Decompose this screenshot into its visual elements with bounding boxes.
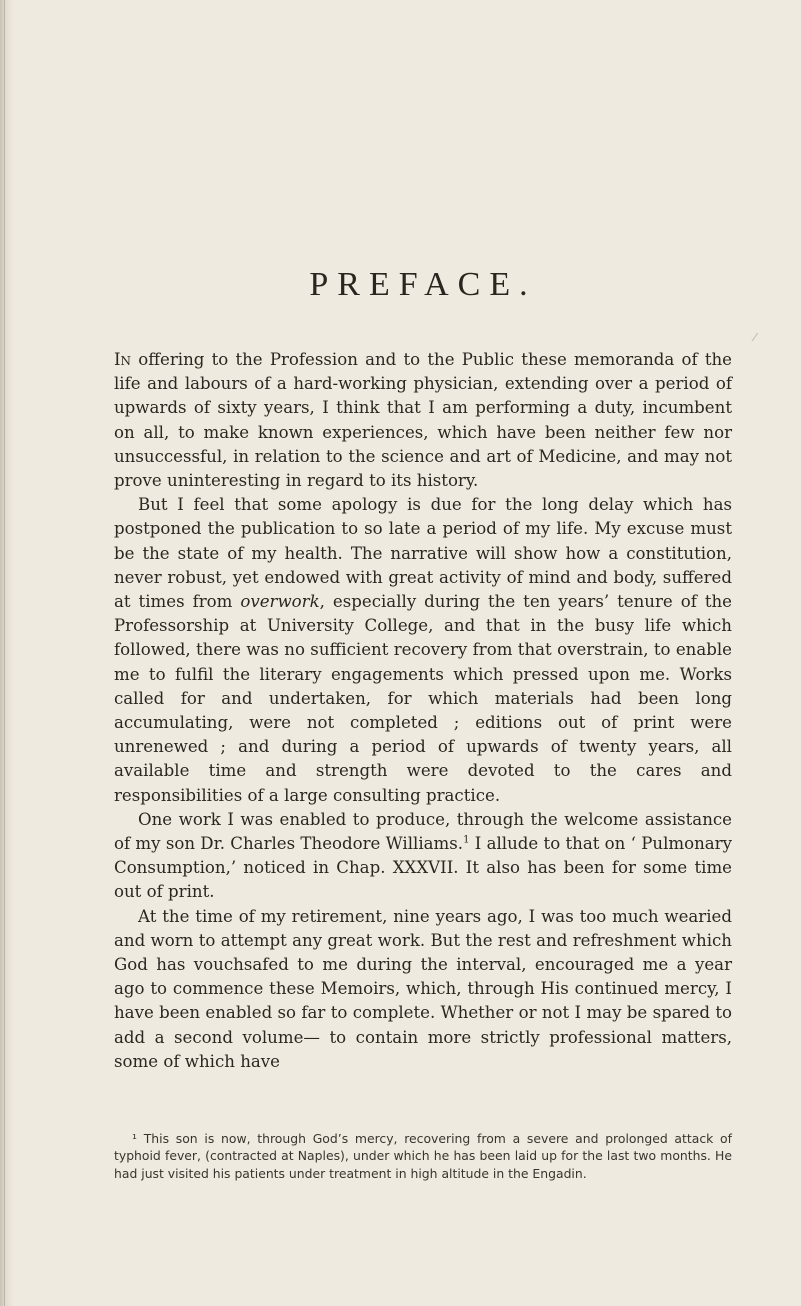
paragraph-1-lead: In [114,350,132,369]
page-title: PREFACE. [309,266,537,303]
paragraph-3-text-a: One work I was enabled to produce, through the welcome assistance of my son Dr. Charles Theodore Williams. [114,809,732,854]
paragraph-3 [114,808,732,905]
paragraph-4 [114,905,732,1074]
footnote [114,1130,732,1182]
paragraph-2 [114,493,732,808]
footnote-reference: 1 [463,834,470,846]
paragraph-2-emphasis: overwork [240,592,320,612]
paragraph-2-text-b: , especially during the ten years’ tenure of the Professorship at University College, and that in the busy life which followed, there was no sufficient recovery from that overstrain, to enable me to fulfil the literary engagements which pressed upon me. Works called for and undertaken, for which materials had been long accumulating, were not completed ; editions out of print were unrenewed ; and during a period of upwards of twenty years, all available time and strength were devoted to the cares and responsibilities of a large consulting practice. [114,592,732,805]
paragraph-1-text: offering to the Profession and to the Public these memoranda of the life and labours of a hard-working physician, extending over a period of upwards of sixty years, I think that I am performing a duty, incumbent on all, to make known experiences, which have been neither few nor unsuccessful, in relation to the science and art of Medicine, and may not prove uninteresting in regard to its history. [114,350,732,491]
page-binding-edge [0,0,14,1306]
paragraph-3-text-b: I allude to that on ‘ Pulmonary Consumption,’ noticed in Chap. XXXVII. It also has been for some time out of print. [114,834,732,902]
paragraph-2-text-a: But I feel that some apology is due for the long delay which has postponed the publication to so late a period of my life. My excuse must be the state of my health. The narrative will show how a constitution, never robust, yet endowed with great activity of mind and body, suffered at times from [114,495,732,612]
ink-speck [751,333,760,343]
paragraph-1 [114,348,732,493]
paragraph-4-text: At the time of my retirement, nine years ago, I was too much wearied and worn to attempt any great work. But the rest and refreshment which God has vouchsafed to me during the interval, encouraged me a year ago to commence these Memoirs, which, through His continued mercy, I have been enabled so far to complete. Whether or not I may be spared to add a second volume— to contain more strictly professional matters, some of which have [114,906,732,1071]
preface-body [114,348,732,1074]
footnote-text: ¹ This son is now, through God’s mercy, recovering from a severe and prolonged attack of typhoid fever, (contracted at Naples), under which he has been laid up for the last two months. He had just visited his patients under treatment in high altitude in the Engadin. [114,1131,732,1181]
